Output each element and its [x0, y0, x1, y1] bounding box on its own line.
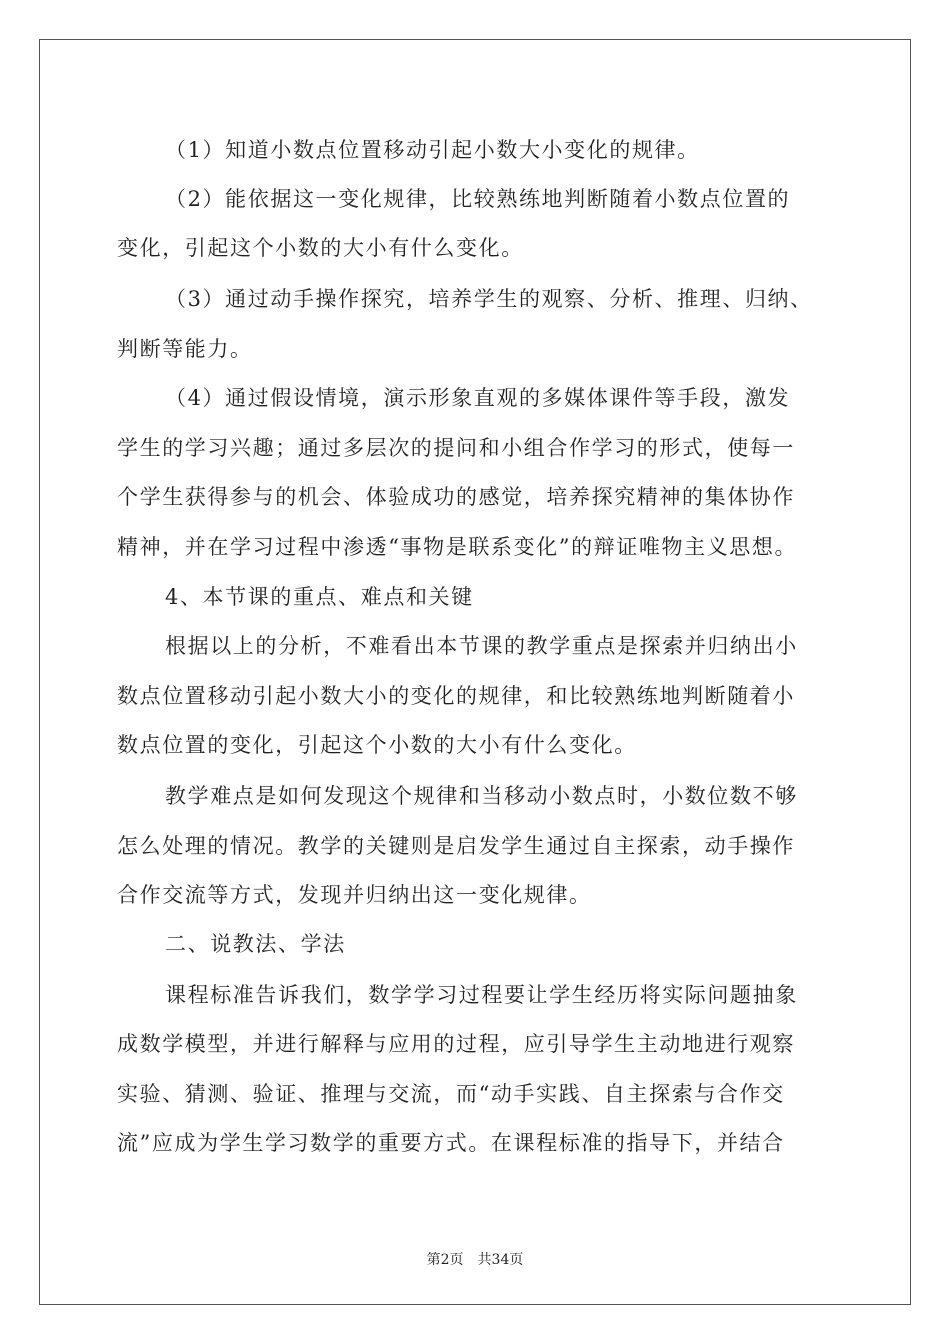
- paragraph-3-line-2: 判断等能力。: [117, 337, 253, 361]
- section-heading-4: 4、本节课的重点、难点和关键: [165, 585, 474, 609]
- page-number: 第2页: [426, 1252, 464, 1268]
- paragraph-7-line-1: 教学难点是如何发现这个规律和当移动小数点时，小数位数不够: [165, 784, 798, 808]
- page-border: [39, 39, 911, 1305]
- paragraph-9-line-2: 成数学模型，并进行解释与应用的过程，应引导学生主动地进行观察: [117, 1032, 795, 1056]
- paragraph-9-line-1: 课程标准告诉我们，数学学习过程要让学生经历将实际问题抽象: [165, 983, 798, 1007]
- paragraph-2-line-1: （2）能依据这一变化规律，比较熟练地判断随着小数点位置的: [165, 187, 791, 211]
- paragraph-2-line-2: 变化，引起这个小数的大小有什么变化。: [117, 236, 524, 260]
- paragraph-4-line-2: 学生的学习兴趣；通过多层次的提问和小组合作学习的形式，使每一: [117, 436, 795, 460]
- page-footer: [0, 1249, 950, 1269]
- paragraph-4-line-1: （4）通过假设情境，演示形象直观的多媒体课件等手段，激发: [165, 386, 791, 410]
- paragraph-3-line-1: （3）通过动手操作探究，培养学生的观察、分析、推理、归纳、: [165, 287, 813, 311]
- paragraph-4-line-4: 精神，并在学习过程中渗透“事物是联系变化”的辩证唯物主义思想。: [117, 535, 798, 559]
- paragraph-9-line-4: 流”应成为学生学习数学的重要方式。在课程标准的指导下，并结合: [117, 1131, 785, 1155]
- paragraph-7-line-3: 合作交流等方式，发现并归纳出这一变化规律。: [117, 883, 592, 907]
- paragraph-1-line-1: （1）知道小数点位置移动引起小数大小变化的规律。: [165, 138, 700, 162]
- paragraph-7-line-2: 怎么处理的情况。教学的关键则是启发学生通过自主探索，动手操作: [117, 834, 795, 858]
- paragraph-6-line-3: 数点位置的变化，引起这个小数的大小有什么变化。: [117, 733, 637, 757]
- paragraph-4-line-3: 个学生获得参与的机会、体验成功的感觉，培养探究精神的集体协作: [117, 485, 795, 509]
- paragraph-6-line-1: 根据以上的分析，不难看出本节课的教学重点是探索并归纳出小: [165, 634, 798, 658]
- paragraph-6-line-2: 数点位置移动引起小数大小的变化的规律，和比较熟练地判断随着小: [117, 684, 795, 708]
- page-total: 共34页: [477, 1252, 524, 1268]
- paragraph-9-line-3: 实验、猜测、验证、推理与交流，而“动手实践、自主探索与合作交: [117, 1082, 785, 1106]
- section-heading-2: 二、说教法、学法: [165, 932, 346, 956]
